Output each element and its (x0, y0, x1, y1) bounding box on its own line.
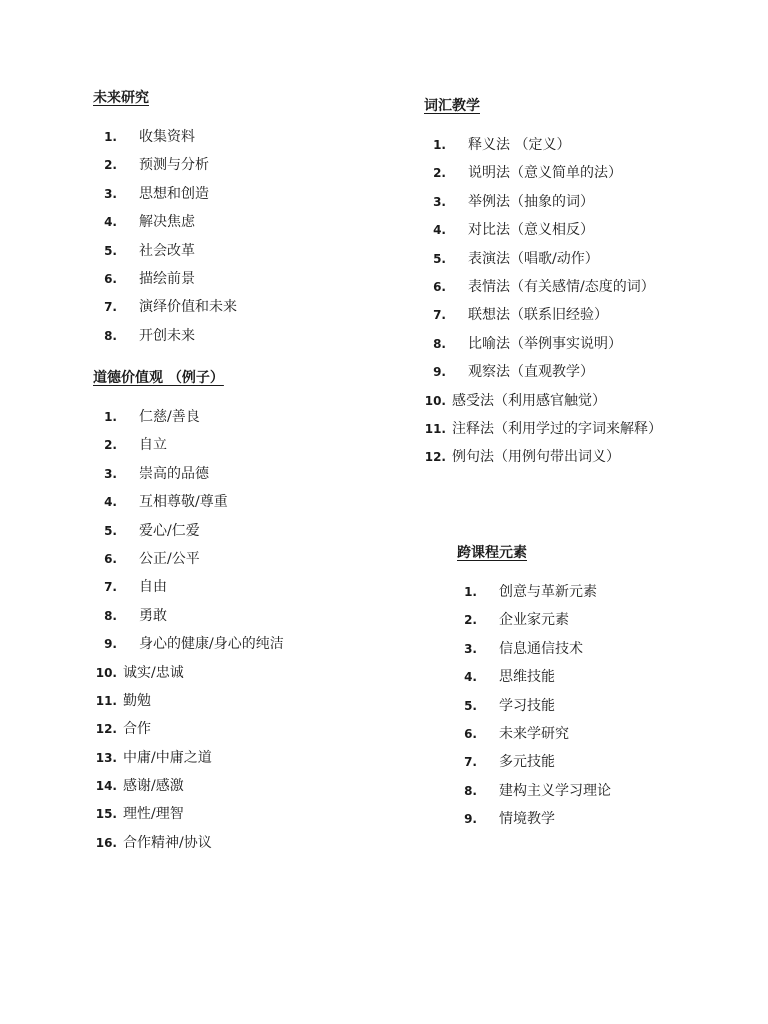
section-cross-curricular (457, 544, 611, 839)
list-item-number: 3. (433, 194, 446, 209)
list-item-number: 5. (433, 251, 446, 266)
list-item-number: 1. (104, 130, 117, 144)
list-item (93, 465, 284, 493)
heading-future-research: 未来研究 (93, 90, 149, 106)
list-item (93, 550, 284, 578)
list-item-number: 2. (104, 158, 117, 173)
list-item (453, 753, 611, 781)
list-item-text: 企业家元素 (499, 612, 569, 629)
list-item (453, 583, 611, 611)
list-item-text: 情境教学 (499, 811, 555, 828)
list-item (93, 522, 284, 550)
list-item-text: 未来学研究 (499, 725, 569, 742)
list-item (422, 392, 662, 420)
list-item-text: 爱心/仁爱 (139, 522, 200, 539)
list-item-text: 比喻法（举例事实说明） (468, 335, 622, 352)
list-item-text: 例句法（用例句带出词义） (452, 449, 620, 466)
list-item (453, 810, 611, 838)
list-item (93, 493, 284, 521)
list-item-text: 开创未来 (139, 327, 195, 344)
list-item-text: 感谢/感激 (123, 778, 184, 795)
list-item-text: 崇高的品德 (139, 465, 209, 482)
list-item (93, 664, 284, 692)
list-item-text: 合作 (123, 721, 151, 738)
list-item-number: 2. (104, 438, 117, 453)
list-item-number: 14. (95, 779, 117, 794)
list-item-text: 思维技能 (499, 669, 555, 686)
list-item-text: 理性/理智 (123, 806, 184, 823)
list-item-text: 多元技能 (499, 754, 555, 771)
list-item (93, 692, 284, 720)
list-item (453, 725, 611, 753)
list-item-number: 9. (433, 365, 446, 380)
list-item-number: 7. (104, 580, 117, 595)
list-item-number: 3. (464, 641, 477, 656)
list-item-text: 感受法（利用感官触觉） (452, 392, 606, 409)
list-item (93, 185, 237, 213)
list-moral-values (93, 408, 284, 862)
list-item (93, 408, 284, 436)
list-item (422, 164, 662, 192)
list-cross-curricular (453, 583, 611, 839)
list-item (93, 298, 237, 326)
list-item (422, 363, 662, 391)
list-item-text: 勤勉 (123, 692, 151, 709)
section-future-research (93, 89, 237, 355)
list-item-number: 4. (104, 495, 117, 510)
list-item (422, 221, 662, 249)
list-item (422, 136, 662, 164)
list-item-text: 合作精神/协议 (123, 834, 212, 851)
list-item (453, 668, 611, 696)
list-item (422, 193, 662, 221)
list-item (93, 213, 237, 241)
list-item (422, 306, 662, 334)
list-item-number: 10. (424, 393, 446, 408)
list-item-number: 3. (104, 186, 117, 201)
list-item (453, 611, 611, 639)
list-item-number: 4. (464, 670, 477, 685)
list-item (93, 242, 237, 270)
list-item-number: 1. (433, 138, 446, 152)
list-item-text: 自立 (139, 437, 167, 454)
list-vocabulary-teaching (422, 136, 662, 477)
section-vocabulary-teaching (424, 97, 662, 477)
list-future-research (93, 128, 237, 355)
list-item-number: 5. (464, 698, 477, 713)
list-item-text: 观察法（直观教学） (468, 364, 594, 381)
list-item-number: 5. (104, 523, 117, 538)
list-item-text: 公正/公平 (139, 550, 200, 567)
list-item-number: 4. (433, 223, 446, 238)
heading-moral-values: 道德价值观 （例子） (93, 370, 224, 386)
list-item (422, 278, 662, 306)
list-item-number: 2. (464, 613, 477, 628)
list-item (453, 640, 611, 668)
list-item-number: 4. (104, 215, 117, 230)
list-item-number: 7. (464, 755, 477, 770)
list-item-number: 13. (95, 750, 117, 765)
list-item-number: 1. (104, 410, 117, 424)
list-item (93, 720, 284, 748)
list-item-text: 自由 (139, 579, 167, 596)
list-item-number: 8. (104, 328, 117, 343)
list-item (93, 607, 284, 635)
list-item-text: 描绘前景 (139, 270, 195, 287)
list-item (93, 749, 284, 777)
list-item-text: 说明法（意义简单的法） (468, 165, 622, 182)
list-item-text: 诚实/忠诚 (123, 664, 184, 681)
list-item (422, 250, 662, 278)
list-item-number: 6. (464, 726, 477, 741)
list-item-number: 9. (464, 812, 477, 827)
heading-vocabulary-teaching: 词汇教学 (424, 98, 480, 114)
list-item-text: 预测与分析 (139, 157, 209, 174)
list-item-number: 12. (424, 450, 446, 465)
list-item-number: 16. (95, 835, 117, 850)
list-item-number: 8. (464, 783, 477, 798)
list-item-text: 对比法（意义相反） (468, 222, 594, 239)
list-item-text: 创意与革新元素 (499, 584, 597, 600)
list-item-number: 7. (104, 300, 117, 315)
list-item-text: 信息通信技术 (499, 640, 583, 657)
list-item-number: 2. (433, 166, 446, 181)
list-item (93, 327, 237, 355)
list-item-text: 仁慈/善良 (139, 409, 200, 425)
list-item-number: 6. (433, 279, 446, 294)
section-moral-values (93, 369, 284, 862)
list-item-number: 11. (424, 421, 446, 436)
list-item (453, 782, 611, 810)
list-item-text: 身心的健康/身心的纯洁 (139, 636, 284, 653)
list-item-text: 互相尊敬/尊重 (139, 494, 228, 511)
list-item-text: 释义法 （定义） (468, 137, 571, 153)
list-item (93, 635, 284, 663)
list-item (422, 448, 662, 476)
list-item-text: 勇敢 (139, 607, 167, 624)
list-item-number: 9. (104, 637, 117, 652)
list-item (93, 128, 237, 156)
list-item-text: 表情法（有关感情/态度的词） (468, 278, 655, 295)
list-item-text: 中庸/中庸之道 (123, 749, 212, 766)
list-item (93, 578, 284, 606)
list-item-number: 1. (464, 585, 477, 599)
list-item-text: 举例法（抽象的词） (468, 193, 594, 210)
list-item-text: 联想法（联系旧经验） (468, 307, 608, 324)
list-item-number: 15. (95, 807, 117, 822)
list-item (93, 156, 237, 184)
list-item-number: 8. (433, 336, 446, 351)
list-item (93, 777, 284, 805)
list-item-number: 7. (433, 308, 446, 323)
list-item-text: 注释法（利用学过的字词来解释） (452, 420, 662, 437)
list-item (93, 805, 284, 833)
list-item-number: 8. (104, 608, 117, 623)
heading-cross-curricular: 跨课程元素 (457, 545, 527, 561)
list-item-number: 3. (104, 466, 117, 481)
list-item-number: 11. (95, 693, 117, 708)
list-item (422, 335, 662, 363)
list-item (93, 436, 284, 464)
list-item-text: 收集资料 (139, 129, 195, 145)
list-item (422, 420, 662, 448)
list-item-number: 5. (104, 243, 117, 258)
list-item (453, 697, 611, 725)
list-item-text: 思想和创造 (139, 185, 209, 202)
list-item-text: 学习技能 (499, 697, 555, 714)
list-item-number: 6. (104, 271, 117, 286)
list-item-text: 建构主义学习理论 (499, 782, 611, 799)
list-item-text: 演绎价值和未来 (139, 299, 237, 316)
list-item (93, 834, 284, 862)
list-item-number: 12. (95, 722, 117, 737)
list-item-text: 解决焦虑 (139, 214, 195, 231)
list-item-number: 10. (95, 665, 117, 680)
list-item (93, 270, 237, 298)
list-item-number: 6. (104, 551, 117, 566)
list-item-text: 表演法（唱歌/动作） (468, 250, 599, 267)
list-item-text: 社会改革 (139, 242, 195, 259)
